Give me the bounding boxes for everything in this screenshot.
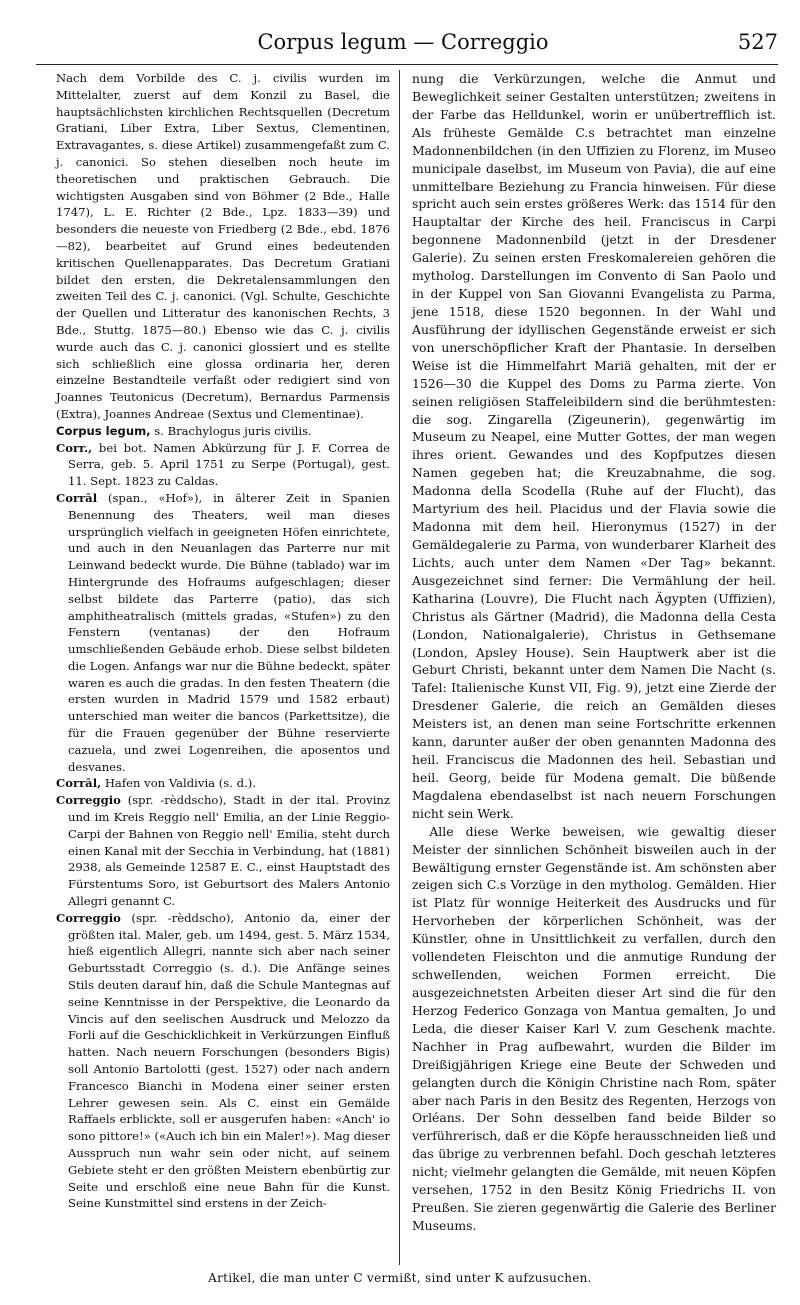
continuation-paragraph: Nach dem Vorbilde des C. j. civilis wurden im Mittelalter, zuerst auf dem Konzil zu Basel, die hauptsächlichsten kirchlichen Rechtsquellen (Decretum Gratiani, Liber Extra, Liber Sextus, Clementinen, Extravagantes, s. diese Artikel) zusammengefaßt zum C. j. canonici. So stehen dieselben noch heute im theoretischen und praktischen Gebrauch. Die wichtigsten Ausgaben sind von Böhmer (2 Bde., Halle 1747), L. E. Richter (2 Bde., Lpz. 1833—39) und besonders die neueste von Friedberg (2 Bde., ebd. 1876—82), bearbeitet auf Grund eines bedeutenden kritischen Quellenapparates. Das Decretum Gratiani bildet den ersten, die Dekretalensammlungen den zweiten Teil des C. j. canonici. (Vgl. Schulte, Geschichte der Quellen und Litteratur des kanonischen Rechts, 3 Bde., Stuttg. 1875—80.) Ebenso wie das C. j. civilis wurde auch das C. j. canonici glossiert und es stellte sich schließlich eine glossa ordinaria her, deren einzelne Bestandteile verfaßt oder redigiert sind von Joannes Teutonicus (Decretum), Bernardus Parmensis (Extra), Joannes Andreae (Sextus und Clementinae). bbox=[56, 71, 390, 421]
continued-entry-paragraph: nung die Verkürzungen, welche die Anmut und Beweglichkeit seiner Gestalten unterstützen; zweitens in der Farbe das Helldunkel, worin er unübertrefflich ist. Als früheste Gemälde C.s betrachtet man einzelne Madonnenbildchen (in den Uffizien zu Florenz, im Museo municipale daselbst, im Museum von Pavia), die auf eine unmittelbare Beziehung zu Francia hinweisen. Für diese spricht auch sein erstes größeres Werk: das 1514 für den Hauptaltar der Kirche des heil. Franciscus in Carpi begonnene Madonnenbild (jetzt in der Dresdener Galerie). Zu seinen ersten Freskomalereien gehören die mytholog. Darstellungen im Convento di San Paolo und in der Kuppel von San Giovanni Evangelista zu Parma, jene 1518, diese 1520 begonnen. In der Wahl und Ausführung der idyllischen Gegenstände erweist er sich von unerschöpflicher Kraft der Phantasie. In derselben Weise ist die Himmelfahrt Mariä gehalten, mit der er 1526—30 die Kuppel des Doms zu Parma zierte. Von seinen religiösen Staffeleibildern sind die berühmtesten: die sog. Zingarella (Zigeunerin), gegenwärtig im Museum zu Neapel, eine Mutter Gottes, der man wegen ihres orient. Gewandes und des Kopfputzes diesen Namen gegeben hat; die Kreuzabnahme, die sog. Madonna della Scodella (Ruhe auf der Flucht), das Martyrium des heil. Placidus und der Flavia sowie die Madonna mit dem heil. Hieronymus (1527) in der Gemäldegalerie zu Parma, von wunderbarer Klarheit des Lichts, auch unter dem Namen «Der Tag» bekannt. Ausgezeichnet sind ferner: Die Vermählung der heil. Katharina (Louvre), Die Flucht nach Ägypten (Uffizien), Christus als Gärtner (Madrid), die Madonna della Cesta (London, Nationalgalerie), Christus in Gethsemane (London, Apsley House). Sein Hauptwerk aber ist die Geburt Christi, bekannt unter dem Namen Die Nacht (s. Tafel: Italienische Kunst VII, Fig. 9), jetzt eine Zierde der Dresdener Galerie, die reich an Gemälden dieses Meisters ist, an denen man seine Fortschritte erkennen kann, darunter außer der oben genannten Madonna des heil. Franciscus die Madonnen des heil. Sebastian und heil. Georg, beide für Modena gemalt. Die büßende Magdalena ebendaselbst ist nach neuern Forschungen nicht sein Werk. bbox=[412, 71, 776, 821]
footer-note: Artikel, die man unter C vermißt, sind unter K aufzusuchen. bbox=[208, 1271, 592, 1285]
left-column bbox=[56, 70, 390, 1212]
entry-lemma: Corrāl, bbox=[56, 776, 102, 791]
entry-text: (span., «Hof»), in älterer Zeit in Spanien Benennung des Theaters, weil man dieses ursprünglich vielfach in geeigneten Höfen einrichtete, und auch in den Neuanlagen das Parterre nur mit Leinwand bedeckt wurde. Die Bühne (tablado) war im Hintergrunde des Hofraums aufgeschlagen; dieser selbst bildete das Parterre (patio), das sich amphitheatralisch (mittels gradas, «Stufen») zu den Fenstern (ventanas) der den Hofraum umschließenden Gebäude erhob. Diese selbst bildeten die Logen. Anfangs war nur die Bühne bedeckt, später waren es auch die gradas. In den festen Theatern (die ersten wurden in Madrid 1579 und 1582 erbaut) unterschied man weiter die bancos (Parkettsitze), die für die Frauen gegenüber der Bühne reservierte cazuela, und zwei Logenreihen, die aposentos und desvanes. bbox=[68, 490, 390, 774]
entry-correggio-stadt bbox=[56, 792, 390, 910]
entry-lemma: Corpus legum, bbox=[56, 423, 151, 438]
entry-text: (spr. -rèddscho), Antonio da, einer der größten ital. Maler, geb. um 1494, gest. 5. März 1534, hieß eigentlich Allegri, nannte sich aber nach seiner Geburtsstadt Correggio (s. d.). Die Anfänge seines Stils deuten darauf hin, daß die Schule Mantegnas auf seine Kenntnisse in der Perspektive, die Leonardo da Vincis auf den seelischen Ausdruck und Melozzo da Forli auf die Geschicklichkeit in Verkürzungen Einfluß hatten. Nach neuern Forschungen (besonders Bigis) soll Antonio Bartolotti (gest. 1527) oder nach andern Francesco Bianchi in Modena einer seiner ersten Lehrer gewesen sein. Als C. einst ein Gemälde Raffaels erblickte, soll er ausgerufen haben: «Anch' io sono pittore!» («Auch ich bin ein Maler!»). Mag dieser Ausspruch nun wahr sein oder nicht, auf seinem Gebiete steht er den größten Meistern ebenbürtig zur Seite und erschloß eine neue Bahn für die Kunst. Seine Kunstmittel sind erstens in der Zeich- bbox=[68, 910, 390, 1211]
column-divider bbox=[399, 70, 400, 1265]
right-column bbox=[412, 70, 776, 1235]
entry-lemma: Correggio bbox=[56, 793, 121, 808]
header-rule bbox=[36, 64, 778, 65]
entry-lemma: Corr., bbox=[56, 440, 93, 455]
page-number: 527 bbox=[737, 30, 778, 54]
entry-corral-theater bbox=[56, 490, 390, 776]
entry-text: Hafen von Valdivia (s. d.). bbox=[101, 776, 256, 791]
page-header bbox=[28, 28, 778, 62]
closing-paragraph: Alle diese Werke beweisen, wie gewaltig dieser Meister der sinnlichen Schönheit bisweilen auch in der Bewältigung ernster Gegenstände ist. Am schönsten aber zeigen sich C.s Vorzüge in den mytholog. Gemälden. Hier ist Platz für wonnige Heiterkeit des Ausdrucks und für Hervorheben der körperlichen Schönheit, was der Künstler, ohne in Unsittlichkeit zu verfallen, durch den vollendeten Fleischton und die anmutige Rundung der schwellenden, weichen Formen erreicht. Die ausgezeichnetsten Arbeiten dieser Art sind die für den Herzog Federico Gonzaga von Mantua gemalten, Jo und Leda, die dieser Kaiser Karl V. zum Geschenk machte. Nachher in Prag aufbewahrt, wurden die Bilder im Dreißigjährigen Kriege eine Beute der Schweden und gelangten durch die Königin Christine nach Rom, später aber nach Paris in den Besitz des Regenten, Herzogs von Orléans. Der Sohn desselben fand beide Bilder so verführerisch, daß er die Köpfe herausschneiden ließ und das übrige zu verbrennen befahl. Doch geschah letzteres nicht; vielmehr gelangten die Gemälde, mit neuen Köpfen versehen, 1752 in den Besitz König Friedrichs II. von Preußen. Sie zieren gegenwärtig die Galerie des Berliner Museums. bbox=[412, 823, 776, 1233]
entry-lemma: Correggio bbox=[56, 910, 121, 925]
entry-corr bbox=[56, 440, 390, 490]
entry-correggio-maler bbox=[56, 910, 390, 1212]
running-title: Corpus legum — Correggio bbox=[257, 30, 549, 54]
entry-corral-hafen bbox=[56, 775, 390, 792]
entry-text: (spr. -rèddscho), Stadt in der ital. Provinz und im Kreis Reggio nell' Emilia, an der Linie Reggio-Carpi der Bahnen von Reggio nell' Emilia, steht durch einen Kanal mit der Secchia in Verbindung, hat (1881) 2938, als Gemeinde 12587 E. C., einst Hauptstadt des Fürstentums Soro, ist Geburtsort des Malers Antonio Allegri genannt C. bbox=[68, 793, 390, 909]
entry-text: bei bot. Namen Abkürzung für J. F. Correa de Serra, geb. 5. April 1751 zu Serpe (Portugal), gest. 11. Sept. 1823 zu Caldas. bbox=[68, 440, 390, 489]
entry-corpus-legum bbox=[56, 423, 390, 440]
entry-lemma: Corrāl bbox=[56, 490, 98, 505]
entry-text: s. Brachylogus juris civilis. bbox=[150, 423, 312, 438]
